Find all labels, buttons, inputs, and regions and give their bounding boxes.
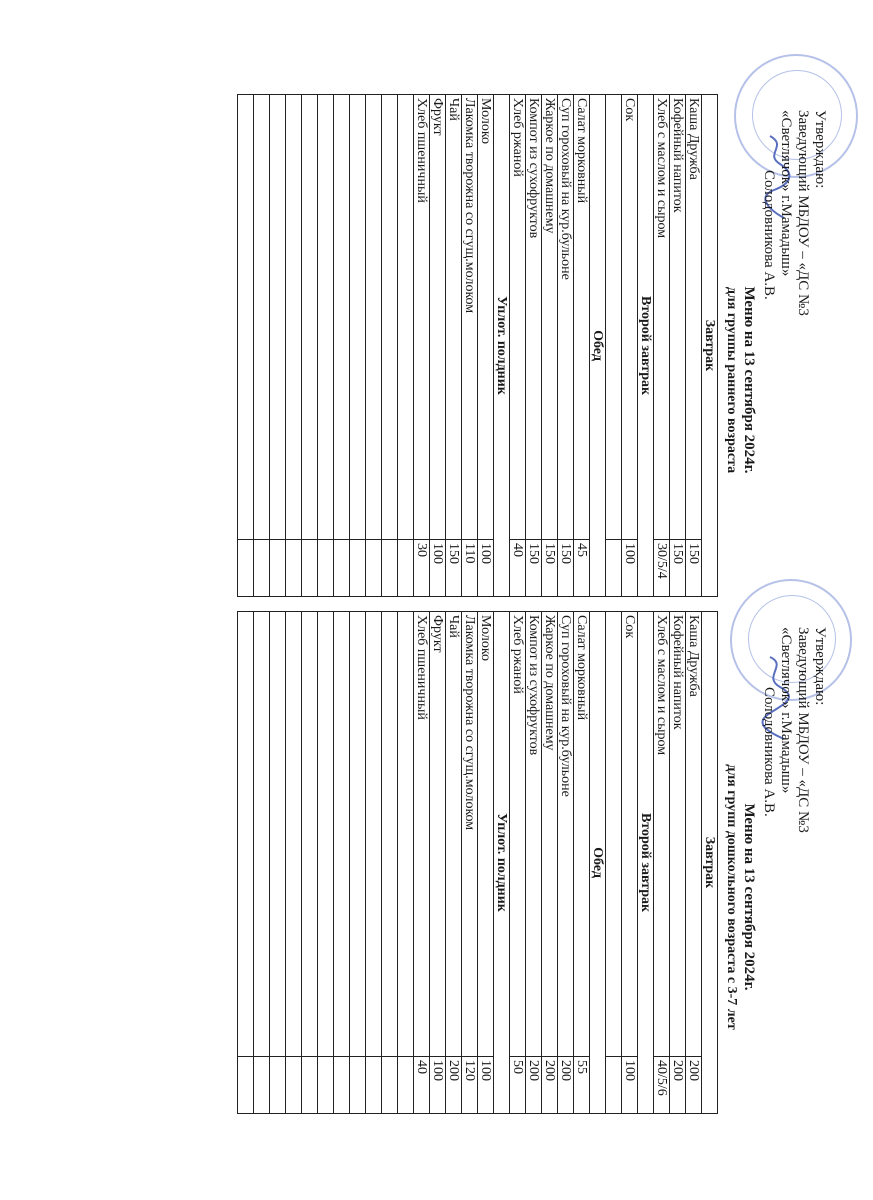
empty-row	[238, 612, 254, 1114]
approval-line: Солодовникова А.В.	[761, 170, 777, 300]
empty-row	[302, 95, 318, 597]
empty-row	[254, 612, 270, 1114]
dish-qty: 100	[478, 1057, 494, 1114]
dish-name: Кофейный напиток	[670, 612, 686, 1057]
empty-row	[270, 95, 286, 597]
empty-row	[270, 612, 286, 1114]
dish-qty: 120	[462, 1057, 478, 1114]
section-heading: Завтрак	[702, 95, 718, 597]
empty-row	[302, 612, 318, 1114]
section-heading: Завтрак	[702, 612, 718, 1114]
dish-qty: 50	[510, 1057, 526, 1114]
dish-name: Кофейный напиток	[670, 95, 686, 540]
section-heading: Второй завтрак	[638, 612, 654, 1114]
approval-line: Заведующий МБДОУ – «ДС №3	[795, 627, 811, 833]
empty-row	[366, 612, 382, 1114]
dish-qty: 150	[446, 540, 462, 597]
menu-title: Меню на 13 сентября 2024г.	[741, 803, 757, 991]
dish-name: Жаркое по домашнему	[542, 612, 558, 1057]
dish-qty: 100	[430, 540, 446, 597]
dish-qty: 100	[430, 1057, 446, 1114]
dish-qty: 150	[542, 540, 558, 597]
dish-qty: 200	[446, 1057, 462, 1114]
approval-block	[760, 627, 828, 833]
empty-row	[286, 95, 302, 597]
dish-name: Салат морковный	[574, 612, 590, 1057]
table-row	[446, 612, 462, 1114]
dish-name: Хлеб с маслом и сыром	[654, 612, 670, 1057]
dish-name: Чай	[446, 95, 462, 540]
dish-name: Фрукт	[430, 95, 446, 540]
section-row	[702, 612, 718, 1114]
empty-row	[238, 95, 254, 597]
dish-qty: 200	[526, 1057, 542, 1114]
empty-row	[254, 95, 270, 597]
dish-name: Жаркое по домашнему	[542, 95, 558, 540]
dish-name: Компот из сухофруктов	[526, 95, 542, 540]
section-row	[590, 95, 606, 597]
empty-row	[382, 95, 398, 597]
table-row	[526, 95, 542, 597]
dish-name: Сок	[622, 612, 638, 1057]
empty-row	[398, 95, 414, 597]
section-heading: Уплот. полдник	[494, 95, 510, 597]
dish-name: Суп гороховый на кур.бульоне	[558, 95, 574, 540]
dish-name: Чай	[446, 612, 462, 1057]
menu-early-age	[234, 84, 832, 601]
dish-qty: 200	[686, 1057, 702, 1114]
dish-name: Суп гороховый на кур.бульоне	[558, 612, 574, 1057]
dish-qty: 40	[414, 1057, 430, 1114]
section-row	[702, 95, 718, 597]
menu-title-block	[722, 697, 758, 1097]
menu-subtitle: для группы раннего возраста	[724, 286, 739, 474]
dish-name: Хлеб ржаной	[510, 95, 526, 540]
table-row	[654, 612, 670, 1114]
menu-title: Меню на 13 сентября 2024г.	[741, 286, 757, 474]
approval-line: Утверждаю:	[812, 110, 828, 189]
section-row	[494, 95, 510, 597]
approval-block	[760, 110, 828, 316]
table-row	[670, 95, 686, 597]
menu-table	[237, 94, 718, 597]
section-heading: Второй завтрак	[638, 95, 654, 597]
table-row	[622, 612, 638, 1114]
dish-qty: 200	[670, 1057, 686, 1114]
empty-row	[350, 612, 366, 1114]
dish-qty: 30	[414, 540, 430, 597]
dish-name: Лакомка творожна со сгущ.молоком	[462, 612, 478, 1057]
table-row	[430, 612, 446, 1114]
empty-row	[366, 95, 382, 597]
approval-line: Солодовникова А.В.	[761, 687, 777, 817]
dish-qty: 150	[558, 540, 574, 597]
table-row	[574, 95, 590, 597]
empty-row	[318, 95, 334, 597]
menu-preschool	[234, 601, 832, 1118]
empty-row	[334, 612, 350, 1114]
dish-name: Компот из сухофруктов	[526, 612, 542, 1057]
dish-name: Фрукт	[430, 612, 446, 1057]
table-row	[686, 95, 702, 597]
menu-title-block	[722, 180, 758, 580]
dish-qty: 40	[510, 540, 526, 597]
approval-line: Заведующий МБДОУ – «ДС №3	[795, 110, 811, 316]
empty-row	[350, 95, 366, 597]
empty-row	[334, 95, 350, 597]
empty-row	[606, 612, 622, 1114]
approval-line: «Светлячок» г.Мамадыш»	[778, 627, 794, 794]
empty-row	[286, 612, 302, 1114]
table-row	[686, 612, 702, 1114]
empty-row	[318, 612, 334, 1114]
table-row	[526, 612, 542, 1114]
menu-table	[237, 611, 718, 1114]
dish-name: Хлеб пшеничный	[414, 612, 430, 1057]
dish-qty: 100	[478, 540, 494, 597]
section-row	[638, 95, 654, 597]
dish-name: Салат морковный	[574, 95, 590, 540]
dish-name: Лакомка творожна со сгущ.молоком	[462, 95, 478, 540]
section-heading: Обед	[590, 95, 606, 597]
section-row	[494, 612, 510, 1114]
dish-qty: 150	[670, 540, 686, 597]
dish-qty: 55	[574, 1057, 590, 1114]
dish-name: Каша Дружба	[686, 612, 702, 1057]
menu-sheet	[234, 84, 832, 1118]
dish-qty: 100	[622, 540, 638, 597]
table-row	[462, 612, 478, 1114]
table-row	[510, 612, 526, 1114]
dish-qty: 30/5/4	[654, 540, 670, 597]
table-row	[478, 612, 494, 1114]
empty-row	[606, 95, 622, 597]
dish-name: Хлеб пшеничный	[414, 95, 430, 540]
dish-qty: 100	[622, 1057, 638, 1114]
dish-qty: 200	[558, 1057, 574, 1114]
empty-row	[382, 612, 398, 1114]
approval-line: «Светлячок» г.Мамадыш»	[778, 110, 794, 277]
menu-subtitle: для групп дошкольного возраста с 3-7 лет	[724, 764, 739, 1030]
dish-name: Молоко	[478, 95, 494, 540]
table-row	[510, 95, 526, 597]
table-row	[670, 612, 686, 1114]
dish-qty: 150	[686, 540, 702, 597]
table-row	[478, 95, 494, 597]
table-row	[462, 95, 478, 597]
table-row	[622, 95, 638, 597]
section-row	[638, 612, 654, 1114]
dish-name: Молоко	[478, 612, 494, 1057]
section-heading: Обед	[590, 612, 606, 1114]
table-row	[574, 612, 590, 1114]
table-row	[654, 95, 670, 597]
empty-row	[398, 612, 414, 1114]
approval-line: Утверждаю:	[812, 627, 828, 706]
dish-qty: 200	[542, 1057, 558, 1114]
dish-name: Сок	[622, 95, 638, 540]
dish-qty: 45	[574, 540, 590, 597]
dish-qty: 150	[526, 540, 542, 597]
table-row	[446, 95, 462, 597]
dish-name: Каша Дружба	[686, 95, 702, 540]
table-row	[414, 612, 430, 1114]
dish-name: Хлеб с маслом и сыром	[654, 95, 670, 540]
table-row	[414, 95, 430, 597]
table-row	[558, 95, 574, 597]
dish-name: Хлеб ржаной	[510, 612, 526, 1057]
section-heading: Уплот. полдник	[494, 612, 510, 1114]
table-row	[542, 612, 558, 1114]
dish-qty: 110	[462, 540, 478, 597]
table-row	[542, 95, 558, 597]
table-row	[558, 612, 574, 1114]
section-row	[590, 612, 606, 1114]
dish-qty: 40/5/6	[654, 1057, 670, 1114]
rotated-document	[234, 84, 832, 1118]
table-row	[430, 95, 446, 597]
